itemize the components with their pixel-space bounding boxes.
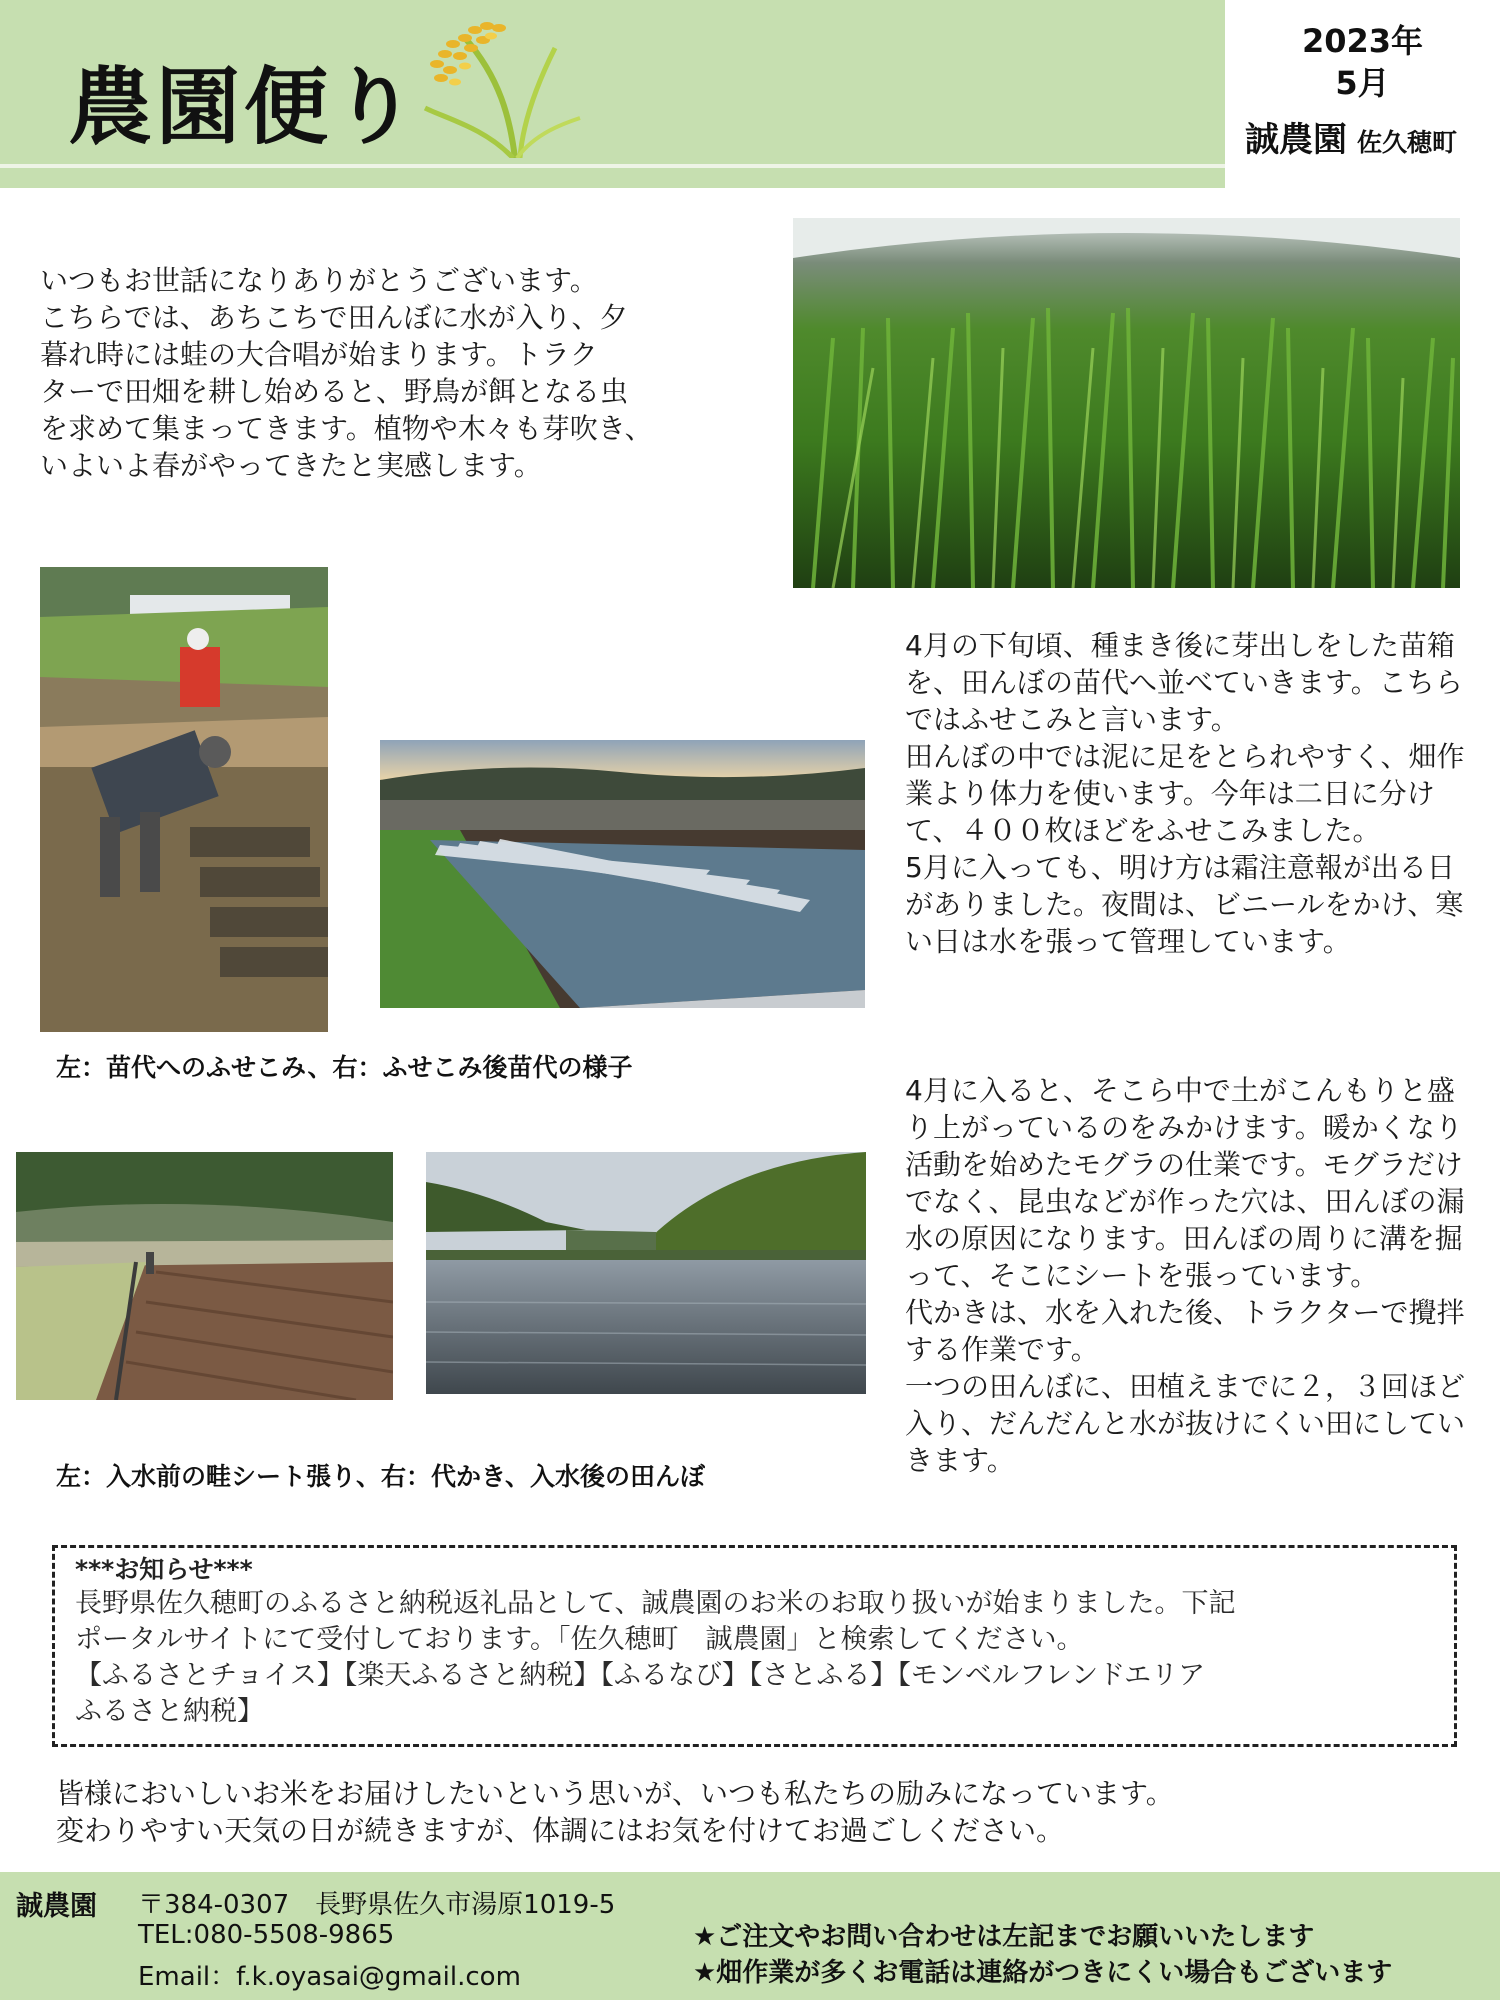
footer bbox=[0, 1872, 1500, 2000]
footer-note-phone: ★畑作業が多くお電話は連絡がつきにくい場合もございます bbox=[693, 1958, 1393, 1988]
article-paragraph: 一つの田んぼに、田植えまでに２，３回ほど入り、だんだんと水が抜けにくい田にしていきます。 bbox=[905, 1370, 1466, 1477]
footer-email: Email：f.k.oyasai@gmail.com bbox=[138, 1962, 521, 1992]
intro-line: ターで田畑を耕し始めると、野鳥が餌となる虫 bbox=[40, 375, 629, 408]
photo-planting-seedling-boxes bbox=[40, 567, 328, 1032]
farm-name-row bbox=[1245, 112, 1457, 161]
notice-body bbox=[75, 1586, 1434, 1730]
rice-plant-icon bbox=[405, 8, 585, 158]
newsletter-title: 農園便り bbox=[68, 57, 421, 156]
footer-farm-name: 誠農園 bbox=[16, 1891, 97, 1922]
closing-line: 皆様においしいお米をお届けしたいという思いが、いつも私たちの励みになっています。 bbox=[56, 1777, 1174, 1810]
closing-message bbox=[56, 1775, 1174, 1849]
article-paragraph: 5月に入っても、明け方は霜注意報が出る日がありました。夜間は、ビニールをかけ、寒い日は水を張って管理しています。 bbox=[905, 851, 1464, 958]
intro-line: を求めて集まってきます。植物や木々も芽吹き、 bbox=[40, 412, 653, 445]
photo-flooded-paddy bbox=[426, 1152, 866, 1394]
photo-rice-seedlings bbox=[793, 218, 1460, 588]
notice-line: ポータルサイトにて受付しております。「佐久穂町 誠農園」と検索してください。 bbox=[75, 1624, 1084, 1655]
farm-town: 佐久穂町 bbox=[1357, 128, 1458, 157]
article-seedlings bbox=[905, 627, 1473, 960]
photo-nursery-beds bbox=[380, 740, 865, 1008]
article-paragraph: 田んぼの中では泥に足をとられやすく、畑作業より体力を使います。今年は二日に分けて、４００枚ほどをふせこみました。 bbox=[905, 740, 1465, 847]
intro-line: こちらでは、あちこちで田んぼに水が入り、夕 bbox=[40, 301, 628, 334]
intro-line: 暮れ時には蛙の大合唱が始まります。トラク bbox=[40, 338, 598, 371]
article-paragraph: 4月の下旬頃、種まき後に芽出しをした苗箱を、田んぼの苗代へ並べていきます。こちらではふせこみと言います。 bbox=[905, 629, 1463, 736]
footer-phone: TEL:080-5508-9865 bbox=[138, 1920, 395, 1950]
farm-name: 誠農園 bbox=[1245, 120, 1347, 160]
notice-title: ***お知らせ*** bbox=[75, 1555, 253, 1584]
intro-text bbox=[40, 262, 653, 484]
photo-ridge-sheet bbox=[16, 1152, 393, 1400]
photo-caption-2: 左：入水前の畦シート張り、右：代かき、入水後の田んぼ bbox=[56, 1462, 706, 1491]
article-paragraph: 代かきは、水を入れた後、トラクターで攪拌する作業です。 bbox=[905, 1296, 1465, 1366]
intro-line: いよいよ春がやってきたと実感します。 bbox=[40, 449, 542, 482]
footer-note-contact: ★ご注文やお問い合わせは左記までお願いいたします bbox=[693, 1922, 1315, 1952]
notice-box bbox=[52, 1545, 1457, 1747]
intro-line: いつもお世話になりありがとうございます。 bbox=[40, 264, 598, 297]
article-paragraph: 4月に入ると、そこら中で土がこんもりと盛り上がっているのをみかけます。暖かくなり活動を始めたモグラの仕業です。モグラだけでなく、昆虫などが作った穴は、田んぼの漏水の原因になります。田んぼの周りに溝を掘って、そこにシートを張っています。 bbox=[905, 1074, 1465, 1292]
notice-line: 【ふるさとチョイス】【楽天ふるさと納税】【ふるなび】【さとふる】【モンベルフレンドエリア bbox=[75, 1660, 1206, 1691]
issue-month: 5月 bbox=[1335, 64, 1390, 102]
article-paddy-preparation bbox=[905, 1072, 1473, 1479]
footer-address: 〒384-0307 長野県佐久市湯原1019-5 bbox=[138, 1890, 616, 1920]
issue-info bbox=[1225, 0, 1500, 188]
header-divider bbox=[0, 164, 1225, 168]
photo-caption-1: 左：苗代へのふせこみ、右：ふせこみ後苗代の様子 bbox=[56, 1053, 633, 1082]
notice-line: 長野県佐久穂町のふるさと納税返礼品として、誠農園のお米のお取り扱いが始まりました。下記 bbox=[75, 1588, 1236, 1619]
issue-year: 2023年 bbox=[1301, 22, 1424, 60]
closing-line: 変わりやすい天気の日が続きますが、体調にはお気を付けてお過ごしください。 bbox=[56, 1814, 1065, 1847]
notice-line: ふるさと納税】 bbox=[75, 1696, 264, 1727]
